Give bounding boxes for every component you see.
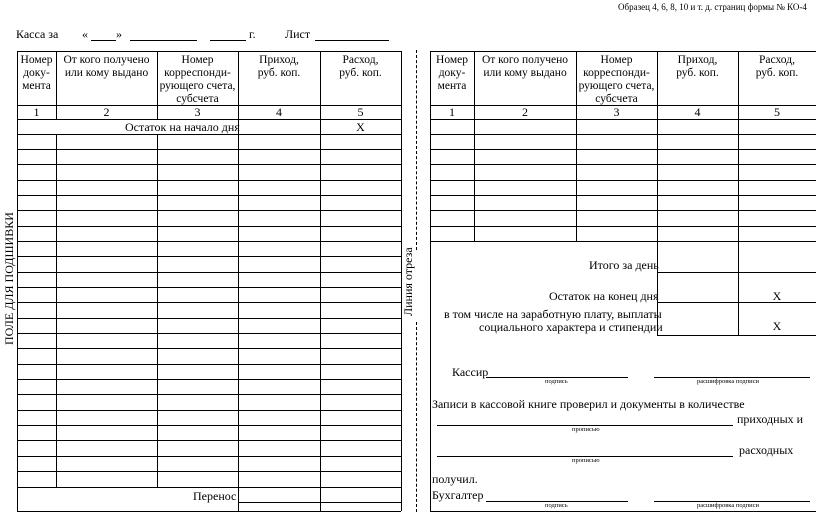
records-checked-label: Записи в кассовой книге проверил и документы в количестве <box>432 397 745 411</box>
list-label: Лист <box>285 27 311 41</box>
carry-label: Перенос <box>193 489 237 503</box>
right-col-number-3: 3 <box>613 105 620 119</box>
right-col-number-1: 1 <box>449 105 455 119</box>
opening-balance-x: Х <box>356 120 365 134</box>
day-total-label: Итого за день <box>589 258 659 272</box>
closing-balance-x: Х <box>772 289 782 303</box>
binding-field-label: ПОЛЕ ДЛЯ ПОДШИВКИ <box>2 212 16 345</box>
cashier-signature-caption: подпись <box>545 378 568 385</box>
accountant-signature-caption: подпись <box>545 502 568 509</box>
salary-x: Х <box>772 319 782 333</box>
left-col4-header: Приход, руб. коп. <box>257 54 301 79</box>
form-code: Образец 4, 6, 8, 10 и т. д. страниц формы № КО-4 <box>618 2 807 12</box>
accountant-decode-caption: расшифровка подписи <box>697 502 760 509</box>
right-col-number-4: 4 <box>694 105 701 119</box>
left-col-number-4: 4 <box>276 105 282 119</box>
right-col5-header: Расход, руб. коп. <box>755 54 799 79</box>
outgoing-words-caption: прописью <box>572 457 600 464</box>
year-suffix: г. <box>249 27 256 41</box>
left-col3-header: Номер корреспонди- рующего счета, субсчета <box>159 54 236 105</box>
salary-label-line2: социального характера и стипендии <box>479 320 663 334</box>
salary-label-line1: в том числе на заработную плату, выплаты <box>444 307 662 321</box>
right-col-number-5: 5 <box>774 105 780 119</box>
cashier-decode-caption: расшифровка подписи <box>697 378 760 385</box>
outgoing-label: расходных <box>739 443 794 457</box>
received-label: получил. <box>432 472 478 486</box>
left-col-number-5: 5 <box>357 105 364 119</box>
right-col1-header: Номер доку- мента <box>436 54 468 92</box>
left-col2-header: От кого получено или кому выдано <box>63 54 150 79</box>
closing-balance-label: Остаток на конец дня <box>549 289 659 303</box>
incoming-label: приходных и <box>737 412 804 426</box>
left-col-number-2: 2 <box>103 105 110 119</box>
incoming-words-caption: прописью <box>572 426 600 433</box>
right-col3-header: Номер корреспонди- рующего счета, субсчета <box>578 54 655 105</box>
cashier-label: Кассир <box>452 365 489 379</box>
kassa-za-label: Касса за <box>16 27 59 41</box>
right-col-number-2: 2 <box>522 105 528 119</box>
right-col2-header: От кого получено или кому выдано <box>481 54 569 79</box>
quote-open: « <box>82 27 88 41</box>
opening-balance-label: Остаток на начало дня <box>125 120 240 134</box>
cut-line-label: Линия отреза <box>401 247 415 316</box>
left-col5-header: Расход, руб. коп. <box>339 54 382 79</box>
accountant-label: Бухгалтер <box>432 488 484 502</box>
left-col1-header: Номер доку- мента <box>20 54 53 92</box>
right-col4-header: Приход, руб. коп. <box>676 54 719 79</box>
left-col-number-1: 1 <box>33 105 40 119</box>
left-col-number-3: 3 <box>194 105 201 119</box>
quote-close: » <box>116 27 122 41</box>
